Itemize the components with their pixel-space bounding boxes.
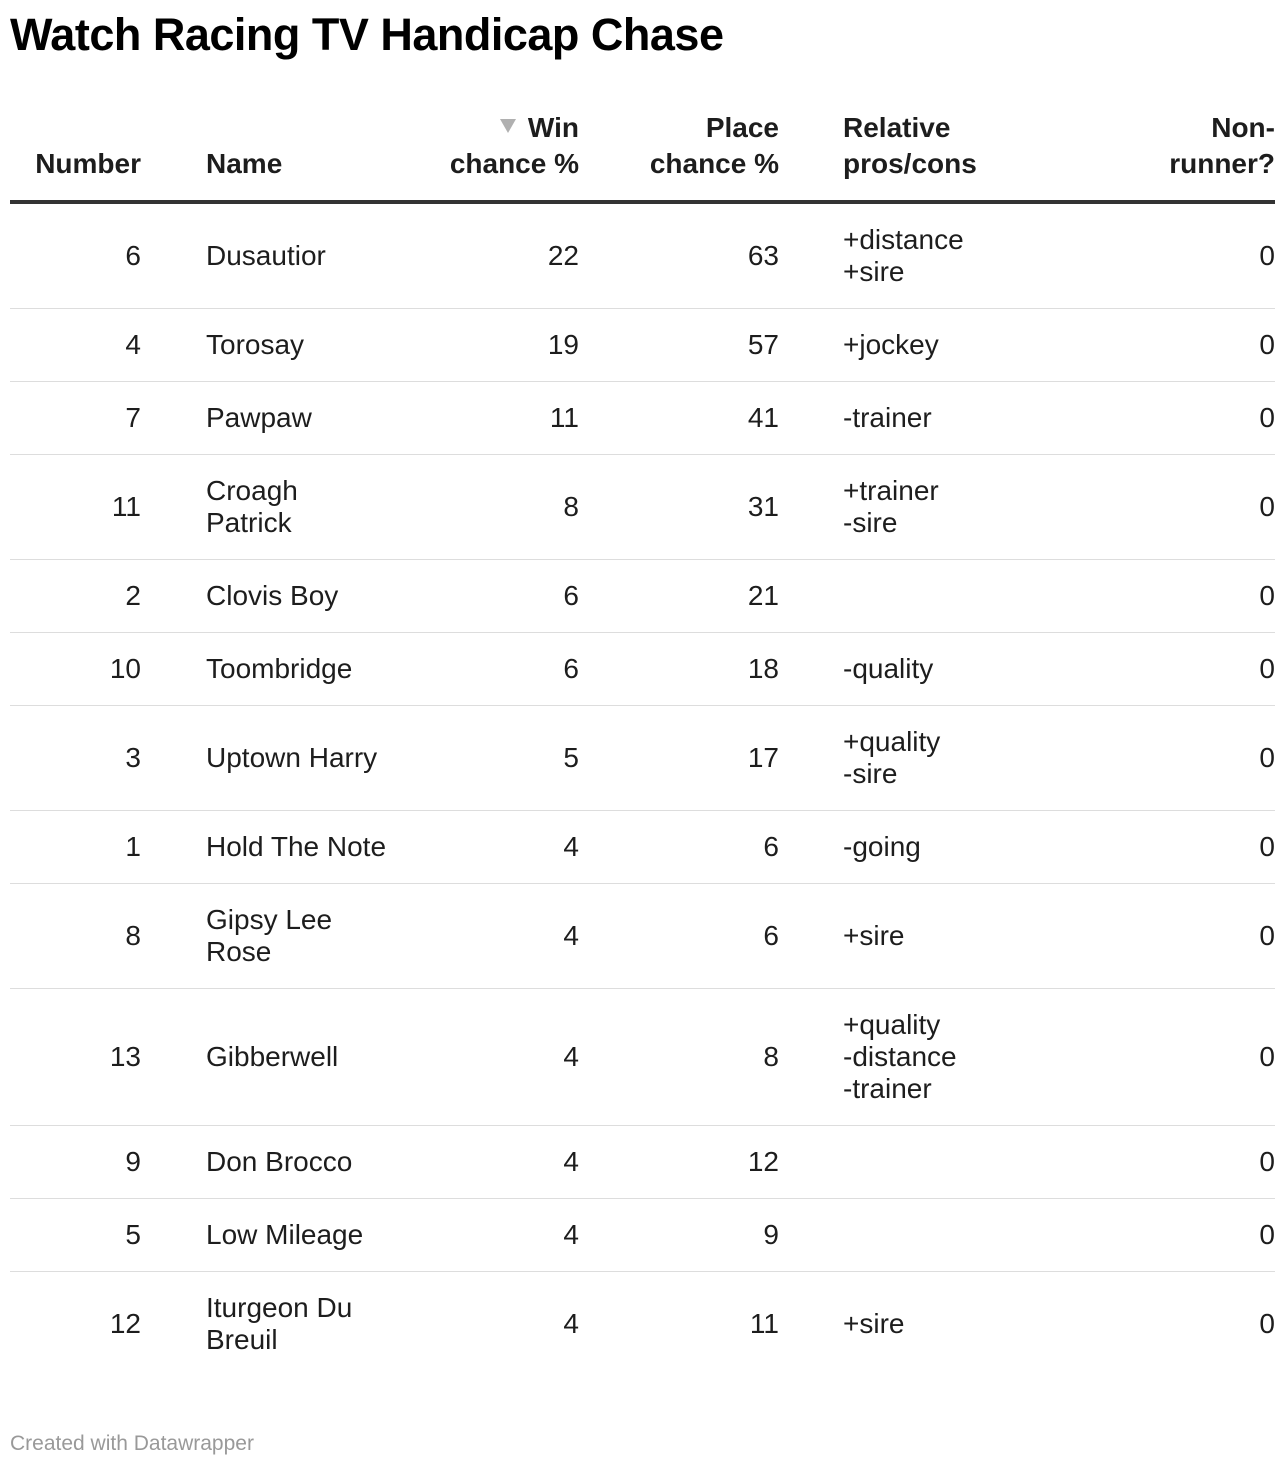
- cell-place-chance-text: 6: [763, 920, 779, 951]
- header-label: Relative pros/cons: [843, 112, 977, 179]
- cell-name-text: Croagh Patrick: [206, 475, 298, 538]
- cell-place-chance-text: 21: [747, 580, 779, 611]
- cell-pros-cons-text: +distance +sire: [843, 224, 964, 287]
- header-label: Place chance %: [649, 112, 779, 179]
- cell-non-runner-text: 0: [1259, 580, 1275, 611]
- cell-number-text: 13: [109, 1041, 141, 1072]
- cell-non-runner: [1048, 989, 1275, 1126]
- cell-win-chance-text: 8: [563, 491, 579, 522]
- cell-number: [10, 202, 141, 309]
- cell-place-chance-text: 18: [747, 653, 779, 684]
- cell-number-text: 4: [125, 329, 141, 360]
- cell-name: [141, 1126, 402, 1199]
- cell-number-text: 9: [125, 1146, 141, 1177]
- cell-win-chance-text: 6: [563, 653, 579, 684]
- cell-win-chance: [402, 382, 579, 455]
- race-table: [10, 110, 1275, 1376]
- cell-pros-cons: [779, 1199, 1048, 1272]
- cell-win-chance: [402, 455, 579, 560]
- cell-name: [141, 633, 402, 706]
- cell-name: [141, 989, 402, 1126]
- cell-non-runner-text: 0: [1259, 402, 1275, 433]
- cell-non-runner-text: 0: [1259, 742, 1275, 773]
- cell-win-chance-text: 19: [547, 329, 579, 360]
- cell-name-text: Toombridge: [206, 653, 353, 684]
- table-row: [10, 811, 1275, 884]
- cell-non-runner: [1048, 884, 1275, 989]
- cell-number: [10, 1199, 141, 1272]
- cell-win-chance: [402, 202, 579, 309]
- cell-non-runner-text: 0: [1259, 653, 1275, 684]
- cell-non-runner-text: 0: [1259, 920, 1275, 951]
- cell-number: [10, 1272, 141, 1377]
- table-row: [10, 455, 1275, 560]
- cell-pros-cons-text: +sire: [843, 920, 905, 951]
- cell-place-chance-text: 57: [747, 329, 779, 360]
- cell-win-chance: [402, 560, 579, 633]
- cell-number: [10, 884, 141, 989]
- column-header-name[interactable]: [141, 110, 402, 202]
- cell-number-text: 7: [125, 402, 141, 433]
- cell-pros-cons: [779, 382, 1048, 455]
- cell-non-runner: [1048, 560, 1275, 633]
- cell-name-text: Pawpaw: [206, 402, 312, 433]
- cell-non-runner-text: 0: [1259, 1146, 1275, 1177]
- cell-name: [141, 706, 402, 811]
- cell-non-runner: [1048, 1199, 1275, 1272]
- cell-number: [10, 455, 141, 560]
- cell-pros-cons: [779, 633, 1048, 706]
- cell-place-chance: [579, 1126, 779, 1199]
- cell-non-runner: [1048, 1272, 1275, 1377]
- cell-name: [141, 382, 402, 455]
- cell-name: [141, 811, 402, 884]
- chart-title: Watch Racing TV Handicap Chase: [10, 9, 724, 60]
- cell-non-runner: [1048, 309, 1275, 382]
- table-row: [10, 1272, 1275, 1377]
- cell-number: [10, 560, 141, 633]
- cell-pros-cons-text: +quality -distance -trainer: [843, 1009, 957, 1104]
- cell-win-chance: [402, 309, 579, 382]
- sort-descending-icon: [500, 119, 516, 133]
- cell-pros-cons: [779, 811, 1048, 884]
- cell-pros-cons: [779, 202, 1048, 309]
- table-row: [10, 309, 1275, 382]
- cell-place-chance: [579, 382, 779, 455]
- cell-pros-cons: [779, 884, 1048, 989]
- cell-pros-cons: [779, 1272, 1048, 1377]
- table-row: [10, 633, 1275, 706]
- cell-name: [141, 560, 402, 633]
- cell-place-chance-text: 31: [747, 491, 779, 522]
- cell-number-text: 8: [125, 920, 141, 951]
- cell-name: [141, 309, 402, 382]
- cell-win-chance-text: 4: [563, 1219, 579, 1250]
- cell-pros-cons: [779, 309, 1048, 382]
- cell-win-chance: [402, 1199, 579, 1272]
- cell-number-text: 2: [125, 580, 141, 611]
- cell-non-runner-text: 0: [1259, 1308, 1275, 1339]
- cell-place-chance-text: 41: [747, 402, 779, 433]
- table-row: [10, 706, 1275, 811]
- cell-number-text: 3: [125, 742, 141, 773]
- cell-name-text: Low Mileage: [206, 1219, 364, 1250]
- cell-non-runner: [1048, 633, 1275, 706]
- cell-name: [141, 1199, 402, 1272]
- cell-name-text: Clovis Boy: [206, 580, 339, 611]
- cell-number: [10, 989, 141, 1126]
- cell-name-text: Uptown Harry: [206, 742, 378, 773]
- table-row: [10, 560, 1275, 633]
- cell-win-chance-text: 11: [549, 402, 579, 433]
- cell-name: [141, 455, 402, 560]
- cell-pros-cons-text: -going: [843, 831, 921, 862]
- cell-name-text: Gipsy Lee Rose: [206, 904, 333, 967]
- header-label: [402, 110, 579, 182]
- cell-number: [10, 1126, 141, 1199]
- header-label: Name: [206, 148, 283, 179]
- cell-number: [10, 706, 141, 811]
- header-label: Number: [35, 148, 141, 179]
- cell-win-chance: [402, 884, 579, 989]
- cell-pros-cons-text: +sire: [843, 1308, 905, 1339]
- cell-win-chance: [402, 706, 579, 811]
- cell-name-text: Gibberwell: [206, 1041, 339, 1072]
- cell-name: [141, 202, 402, 309]
- cell-win-chance-text: 4: [563, 1041, 579, 1072]
- cell-non-runner-text: 0: [1259, 240, 1275, 271]
- cell-win-chance: [402, 633, 579, 706]
- cell-pros-cons: [779, 989, 1048, 1126]
- cell-pros-cons-text: +quality -sire: [843, 726, 941, 789]
- header-label: Non- runner?: [1169, 112, 1275, 179]
- cell-non-runner-text: 0: [1259, 329, 1275, 360]
- cell-non-runner-text: 0: [1259, 831, 1275, 862]
- cell-win-chance-text: 4: [563, 1146, 579, 1177]
- cell-name: [141, 1272, 402, 1377]
- cell-place-chance: [579, 706, 779, 811]
- cell-place-chance-text: 6: [763, 831, 779, 862]
- cell-non-runner: [1048, 706, 1275, 811]
- table-row: [10, 202, 1275, 309]
- cell-name-text: Hold The Note: [206, 831, 387, 862]
- cell-non-runner: [1048, 382, 1275, 455]
- cell-place-chance-text: 63: [747, 240, 779, 271]
- cell-pros-cons-text: -trainer: [843, 402, 932, 433]
- cell-place-chance: [579, 309, 779, 382]
- cell-non-runner: [1048, 455, 1275, 560]
- cell-place-chance: [579, 202, 779, 309]
- cell-pros-cons-text: +jockey: [843, 329, 939, 360]
- cell-number: [10, 633, 141, 706]
- cell-number: [10, 382, 141, 455]
- table-header: [10, 110, 1275, 202]
- cell-win-chance: [402, 1272, 579, 1377]
- cell-win-chance-text: 4: [563, 831, 579, 862]
- cell-win-chance: [402, 811, 579, 884]
- cell-number: [10, 309, 141, 382]
- cell-place-chance-text: 9: [763, 1219, 779, 1250]
- cell-name-text: Torosay: [206, 329, 305, 360]
- cell-number-text: 1: [125, 831, 141, 862]
- header-row: [10, 110, 1275, 202]
- column-header-number[interactable]: [10, 110, 141, 202]
- cell-number-text: 11: [111, 491, 141, 522]
- cell-place-chance-text: 17: [747, 742, 779, 773]
- cell-number: [10, 811, 141, 884]
- table-row: [10, 382, 1275, 455]
- table-row: [10, 1126, 1275, 1199]
- column-header-pros-cons[interactable]: [779, 110, 1048, 202]
- column-header-non-runner[interactable]: [1048, 110, 1275, 202]
- table-row: [10, 884, 1275, 989]
- cell-place-chance: [579, 989, 779, 1126]
- table-body: [10, 202, 1275, 1376]
- cell-name-text: Don Brocco: [206, 1146, 353, 1177]
- cell-non-runner: [1048, 811, 1275, 884]
- cell-number-text: 6: [125, 240, 141, 271]
- cell-win-chance-text: 4: [563, 1308, 579, 1339]
- table-row: [10, 1199, 1275, 1272]
- cell-name-text: Dusautior: [206, 240, 326, 271]
- cell-place-chance-text: 11: [749, 1308, 779, 1339]
- cell-non-runner-text: 0: [1259, 1219, 1275, 1250]
- cell-place-chance: [579, 633, 779, 706]
- cell-win-chance-text: 5: [563, 742, 579, 773]
- cell-place-chance: [579, 884, 779, 989]
- cell-place-chance-text: 8: [763, 1041, 779, 1072]
- cell-number-text: 10: [109, 653, 141, 684]
- cell-place-chance-text: 12: [747, 1146, 779, 1177]
- footer-credit: Created with Datawrapper: [10, 1432, 254, 1455]
- header-label-text: Win chance %: [449, 112, 579, 179]
- cell-non-runner-text: 0: [1259, 1041, 1275, 1072]
- cell-place-chance: [579, 811, 779, 884]
- cell-place-chance: [579, 1272, 779, 1377]
- cell-non-runner: [1048, 202, 1275, 309]
- cell-win-chance-text: 4: [563, 920, 579, 951]
- cell-place-chance: [579, 455, 779, 560]
- cell-win-chance: [402, 989, 579, 1126]
- table-row: [10, 989, 1275, 1126]
- column-header-win-chance[interactable]: [402, 110, 579, 202]
- cell-win-chance: [402, 1126, 579, 1199]
- cell-place-chance: [579, 1199, 779, 1272]
- cell-win-chance-text: 22: [547, 240, 579, 271]
- cell-non-runner: [1048, 1126, 1275, 1199]
- cell-pros-cons-text: -quality: [843, 653, 934, 684]
- cell-name: [141, 884, 402, 989]
- cell-place-chance: [579, 560, 779, 633]
- cell-pros-cons: [779, 706, 1048, 811]
- cell-number-text: 5: [125, 1219, 141, 1250]
- cell-win-chance-text: 6: [563, 580, 579, 611]
- column-header-place-chance[interactable]: [579, 110, 779, 202]
- cell-pros-cons: [779, 1126, 1048, 1199]
- cell-number-text: 12: [109, 1308, 141, 1339]
- cell-pros-cons: [779, 455, 1048, 560]
- cell-name-text: Iturgeon Du Breuil: [206, 1292, 353, 1355]
- cell-pros-cons: [779, 560, 1048, 633]
- cell-pros-cons-text: +trainer -sire: [843, 475, 939, 538]
- cell-non-runner-text: 0: [1259, 491, 1275, 522]
